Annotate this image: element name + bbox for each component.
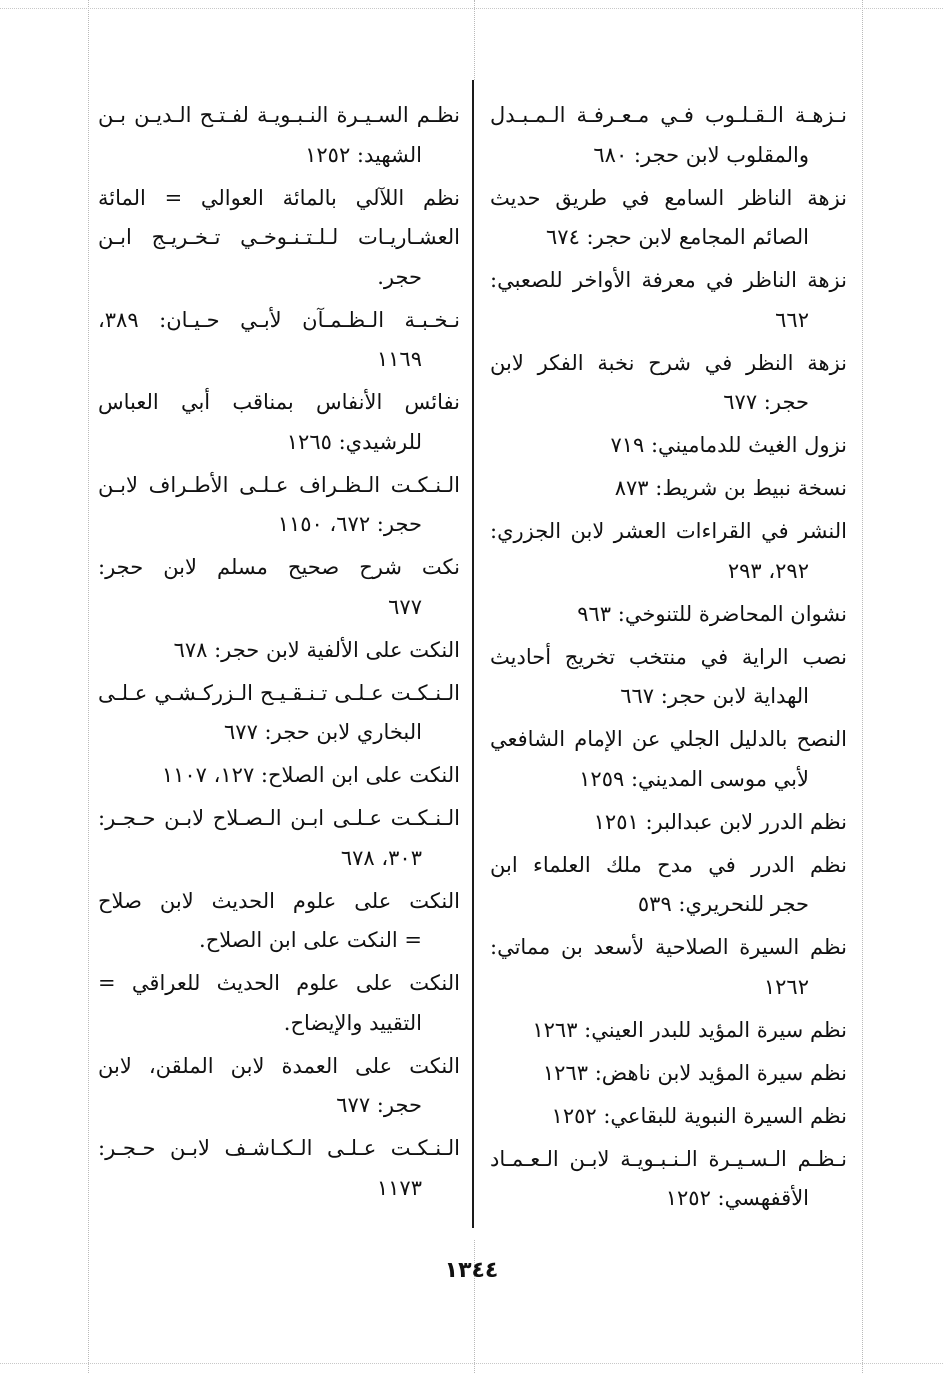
index-entry [490, 1054, 847, 1094]
scan-edge-top [0, 8, 943, 9]
index-entry [98, 1047, 460, 1126]
index-entry [490, 1140, 847, 1219]
index-entry-line: نظم الدرر في مدح ملك العلماء ابن [490, 852, 847, 877]
index-entry [490, 846, 847, 925]
index-entry-line: ٢٩٢، ٢٩٣ [727, 558, 809, 583]
index-entry-line: نزول الغيث للدماميني: ٧١٩ [610, 433, 847, 457]
index-entry-line: نزهة الناظر في معرفة الأواخر للصعبي: [490, 268, 847, 292]
index-entry-line: النكت على ابن الصلاح: ١٢٧، ١١٠٧ [161, 763, 460, 787]
index-entry [98, 1129, 460, 1208]
index-entry-line: الأقفهسي: ١٢٥٢ [665, 1186, 809, 1210]
index-entry [490, 512, 847, 591]
index-entry [98, 882, 460, 961]
index-entry [490, 426, 847, 466]
index-entry-line: النكت على علوم الحديث لابن صلاح [98, 888, 460, 913]
index-entry-line: ٣٠٣، ٦٧٨ [340, 845, 422, 870]
index-entry [490, 638, 847, 717]
index-entry-line: نـزهـة الـقـلـوب فـي مـعـرفـة الـمـبـدل [490, 103, 847, 127]
index-entry-line: حجر. [377, 264, 422, 289]
index-entry-line: نشوان المحاضرة للتنوخي: ٩٦٣ [577, 601, 847, 626]
index-entry-line: نفائس الأنفاس بمناقب أبي العباس [98, 390, 460, 414]
index-entry [490, 720, 847, 799]
index-entry [98, 96, 460, 175]
index-entry-line: لأبي موسى المديني: ١٢٥٩ [579, 766, 809, 791]
index-entry-line: النصح بالدليل الجلي عن الإمام الشافعي [490, 727, 847, 751]
scan-margin-mark-top [474, 0, 475, 80]
index-entry-line: نسخة نبيط بن شريط: ٨٧٣ [614, 476, 847, 500]
index-column-left [98, 96, 460, 1212]
index-entry [490, 344, 847, 423]
index-entry-line: الصائم المجامع لابن حجر: ٦٧٤ [546, 225, 809, 249]
index-entry [98, 631, 460, 671]
index-entry-line: النكت على العمدة لابن الملقن، لابن [98, 1053, 460, 1078]
index-entry [98, 383, 460, 462]
index-entry [98, 301, 460, 380]
index-entry [98, 964, 460, 1043]
index-entry [98, 756, 460, 796]
index-entry [490, 261, 847, 340]
index-entry-line: التقييد والإيضاح. [283, 1010, 422, 1035]
index-entry-line: ١١٧٣ [376, 1175, 422, 1200]
index-entry [490, 803, 847, 843]
index-entry-line: الـنـكـت عـلـى الـكـاشـف لابـن حـجـر: [98, 1136, 460, 1160]
index-entry-line: الشهيد: ١٢٥٢ [305, 142, 422, 167]
index-entry [490, 1097, 847, 1137]
index-entry-line: نزهة الناظر السامع في طريق حديث [490, 185, 847, 210]
index-entry [98, 466, 460, 545]
index-entry [490, 1011, 847, 1051]
index-entry-line: النكت على علوم الحديث للعراقي = [98, 971, 460, 995]
index-entry-line: نظم السيرة الصلاحية لأسعد بن مماتي: [490, 935, 847, 959]
index-entry-line: الـنـكـت عـلـى تـنـقـيـح الـزركـشـي عـلـى [98, 680, 460, 705]
index-entry-line: نظم الدرر لابن عبدالبر: ١٢٥١ [593, 809, 847, 834]
index-entry [490, 469, 847, 509]
index-entry-line: والمقلوب لابن حجر: ٦٨٠ [593, 142, 809, 167]
index-entry-line: ٦٧٧ [388, 594, 422, 619]
index-entry [98, 674, 460, 753]
index-entry-line: نظم اللآلي بالمائة العوالي = المائة [98, 185, 460, 210]
index-entry-line: نكت شرح صحيح مسلم لابن حجر: [98, 555, 460, 579]
index-entry-line: البخاري لابن حجر: ٦٧٧ [224, 720, 422, 744]
index-entry-line: نظـم السـيـرة النـبـويـة لفـتـح الـديـن بـن [98, 103, 460, 127]
index-entry [98, 548, 460, 627]
scan-margin-mark-left [88, 0, 89, 1373]
index-entry-line: النشر في القراءات العشر لابن الجزري: [490, 519, 847, 543]
index-entry-line: نظم السيرة النبوية للبقاعي: ١٢٥٢ [551, 1103, 847, 1128]
index-entry-line: حجر للنحريري: ٥٣٩ [637, 892, 809, 916]
index-entry-line: ١١٦٩ [376, 347, 422, 371]
scan-margin-mark-right [862, 0, 863, 1373]
index-entry-line: نـخـبـة الـظـمـآن لأبـي حـيـان: ٣٨٩، [98, 307, 460, 332]
index-entry [490, 595, 847, 635]
index-entry-line: حجر: ٦٧٧ [723, 390, 809, 414]
index-entry-line: حجر: ٦٧٢، ١١٥٠ [277, 512, 422, 536]
index-entry-line: حجر: ٦٧٧ [336, 1093, 422, 1117]
index-entry-line: ٦٦٢ [775, 307, 809, 332]
index-entry [98, 179, 460, 298]
page-number: ١٣٤٤ [444, 1258, 499, 1283]
index-entry-line: نصب الراية في منتخب تخريج أحاديث [490, 644, 847, 669]
index-entry-line: = النكت على ابن الصلاح. [199, 928, 422, 952]
index-entry-line: الـنـكـت عـلـى ابـن الـصـلاح لابـن حـجـر: [98, 806, 460, 830]
index-entry-line: ١٢٦٢ [763, 974, 809, 999]
index-entry-line: نـظـم الـسـيـرة الـنـبـويـة لابـن الـعـمـاد [490, 1146, 847, 1171]
index-entry-line: نظم سيرة المؤيد لابن ناهض: ١٢٦٣ [542, 1060, 847, 1085]
index-entry-line: النكت على الألفية لابن حجر: ٦٧٨ [173, 637, 460, 662]
index-entry-line: الـنـكـت الـظـراف عـلـى الأطـراف لابـن [98, 472, 460, 497]
index-entry-line: نزهة النظر في شرح نخبة الفكر لابن [490, 350, 847, 375]
index-entry [490, 928, 847, 1007]
index-entry [490, 96, 847, 175]
index-entry-line: العشـاريـات لـلـتـنـوخـي تـخـريـج ابـن [98, 225, 460, 249]
column-divider [472, 80, 474, 1228]
index-entry [490, 179, 847, 258]
index-column-right [490, 96, 847, 1222]
scan-edge-bottom [0, 1363, 943, 1364]
index-entry [98, 799, 460, 878]
index-entry-line: للرشيدي: ١٢٦٥ [286, 429, 422, 454]
index-entry-line: نظم سيرة المؤيد للبدر العيني: ١٢٦٣ [532, 1017, 847, 1042]
index-entry-line: الهداية لابن حجر: ٦٦٧ [620, 684, 809, 708]
